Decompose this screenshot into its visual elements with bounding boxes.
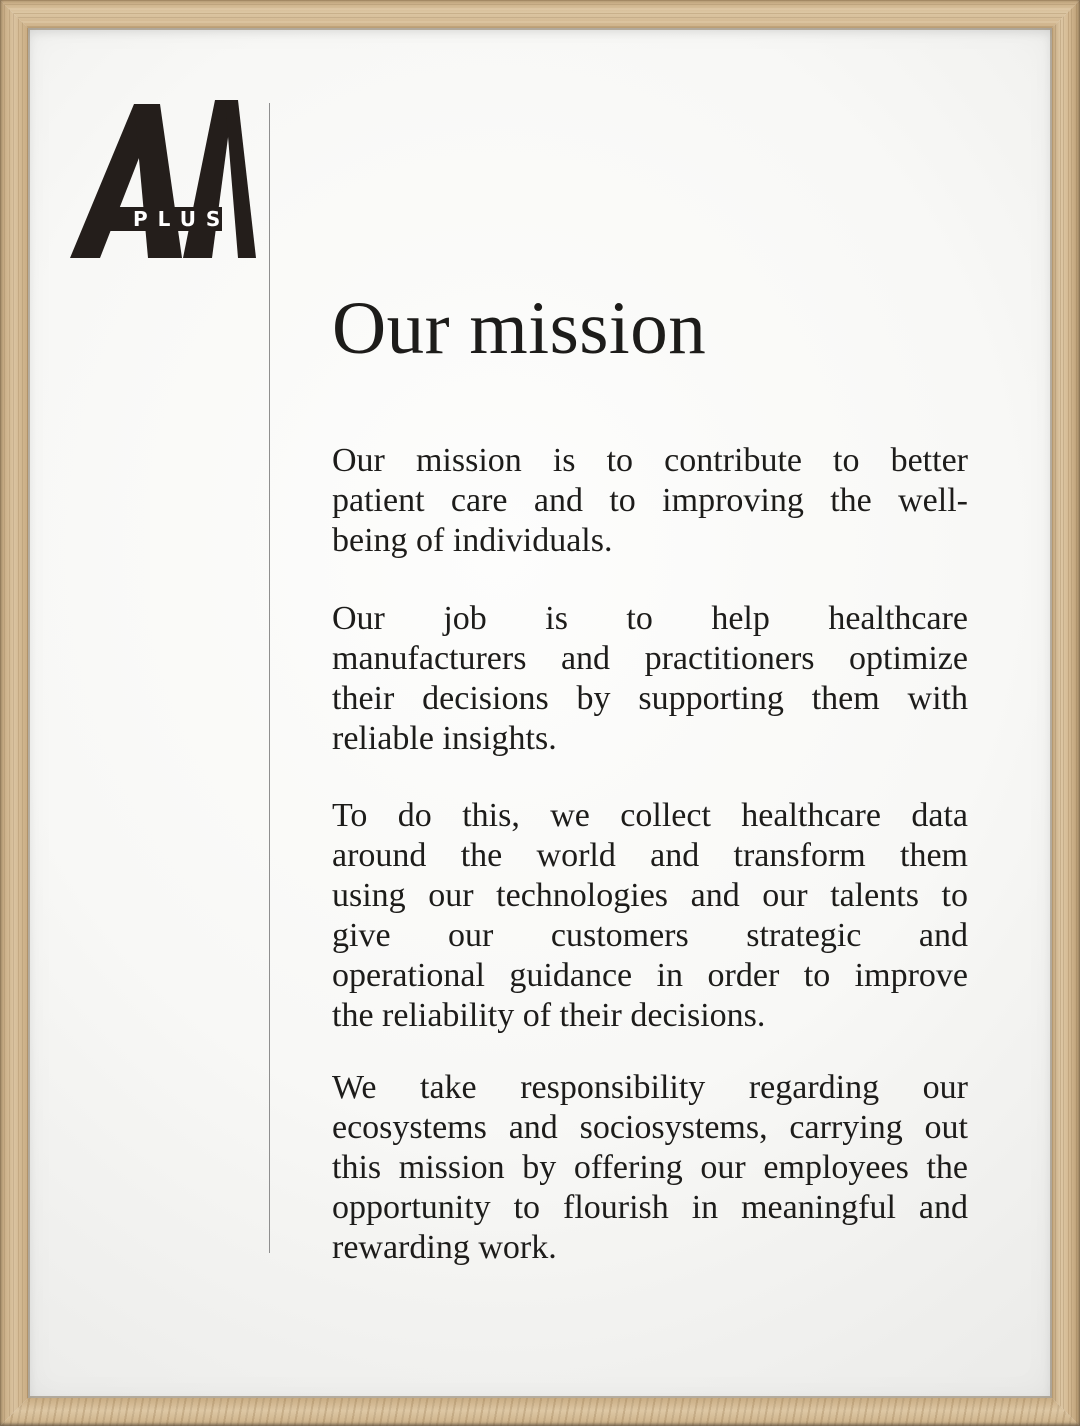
paragraph-line: patient care and to improving the well-	[332, 482, 968, 519]
paragraph-line: this mission by offering our employees the	[332, 1149, 968, 1186]
paragraph-line: their decisions by supporting them with	[332, 680, 968, 717]
paragraph-line: To do this, we collect healthcare data	[332, 797, 968, 834]
mission-paragraph-2	[332, 599, 968, 759]
paragraph-line: using our technologies and our talents to	[332, 877, 968, 914]
mission-paragraph-4	[332, 1068, 968, 1268]
paragraph-line: give our customers strategic and	[332, 917, 968, 954]
logo-a2-right-stroke	[225, 100, 256, 258]
paragraph-line: Our mission is to contribute to better	[332, 442, 968, 479]
vertical-divider-line	[269, 103, 270, 1253]
mission-paragraph-1	[332, 441, 968, 561]
paragraph-line: manufacturers and practitioners optimize	[332, 640, 968, 677]
logo-a2-left-stroke	[183, 100, 233, 258]
logo-a1-right-stroke	[134, 104, 182, 258]
logo-plus-label: PLUS	[133, 207, 231, 231]
mission-heading: Our mission	[332, 287, 707, 370]
paragraph-line: operational guidance in order to improve	[332, 957, 968, 994]
paragraph-line: reliable insights.	[332, 720, 557, 757]
paragraph-line: the reliability of their decisions.	[332, 997, 766, 1034]
logo-letterforms	[70, 100, 256, 258]
aaplus-logo-icon	[70, 100, 260, 262]
paragraph-line: rewarding work.	[332, 1229, 557, 1266]
paragraph-line: Our job is to help healthcare	[332, 600, 968, 637]
paragraph-line: ecosystems and sociosystems, carrying out	[332, 1109, 968, 1146]
paragraph-line: being of individuals.	[332, 522, 613, 559]
paragraph-line: opportunity to flourish in meaningful and	[332, 1189, 968, 1226]
paragraph-line: We take responsibility regarding our	[332, 1069, 968, 1106]
mission-paragraph-3	[332, 796, 968, 1036]
paragraph-line: around the world and transform them	[332, 837, 968, 874]
